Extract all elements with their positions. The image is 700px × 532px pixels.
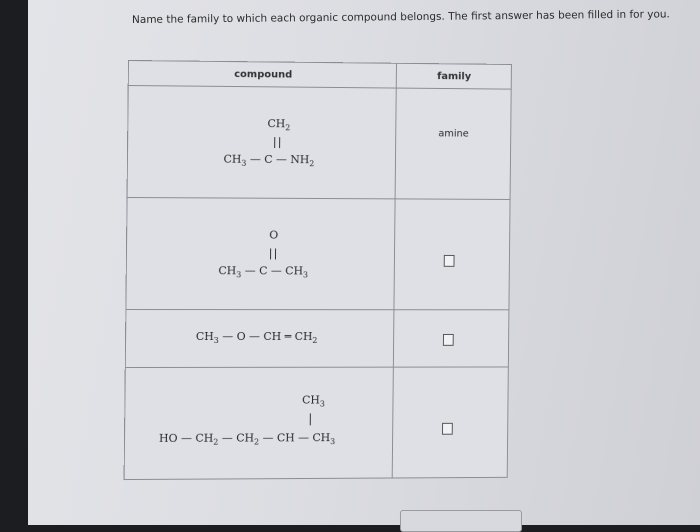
family-answer-1: amine xyxy=(438,128,469,140)
compound-header: compound xyxy=(128,61,397,89)
compound-structure-4 xyxy=(124,367,394,479)
compound-structure-3 xyxy=(125,310,394,368)
bottom-button[interactable] xyxy=(400,510,522,532)
family-header: family xyxy=(397,63,512,89)
family-answer-input-4[interactable] xyxy=(442,423,453,435)
double-bond xyxy=(274,137,280,148)
double-bond xyxy=(270,248,276,259)
family-answer-input-3[interactable] xyxy=(443,334,454,346)
formula-top: $CH_2$ xyxy=(267,117,291,133)
table-row xyxy=(126,198,510,310)
compound-structure-1 xyxy=(127,86,397,199)
formula-top: $CH_3$ xyxy=(302,393,325,409)
family-cell-1 xyxy=(395,88,511,199)
table-row xyxy=(124,367,508,480)
formula-main: $CH_3$ — C — $NH_2$ xyxy=(223,152,315,169)
family-cell-2 xyxy=(394,199,510,310)
screen xyxy=(28,0,700,525)
formula-main: $CH_3$ — C — $CH_3$ xyxy=(218,264,309,280)
instruction-text: Name the family to which each organic compound belongs. The first answer has been filled in for you. xyxy=(131,8,670,26)
compound-structure-2 xyxy=(126,198,396,310)
family-answer-input-2[interactable] xyxy=(444,255,455,267)
question-table-container xyxy=(123,60,533,500)
family-cell-4 xyxy=(393,367,509,478)
family-cell-3 xyxy=(394,310,509,367)
single-bond xyxy=(310,413,311,425)
formula-top: O xyxy=(269,228,279,242)
question-table xyxy=(124,60,512,480)
table-row xyxy=(127,86,511,200)
formula-main: $CH_3$ — O — CH ═ $CH_2$ xyxy=(195,330,318,346)
formula-main: HO — $CH_2$ — $CH_2$ — CH — $CH_3$ xyxy=(158,431,336,447)
table-row xyxy=(125,310,509,368)
table-header-row xyxy=(128,61,511,90)
